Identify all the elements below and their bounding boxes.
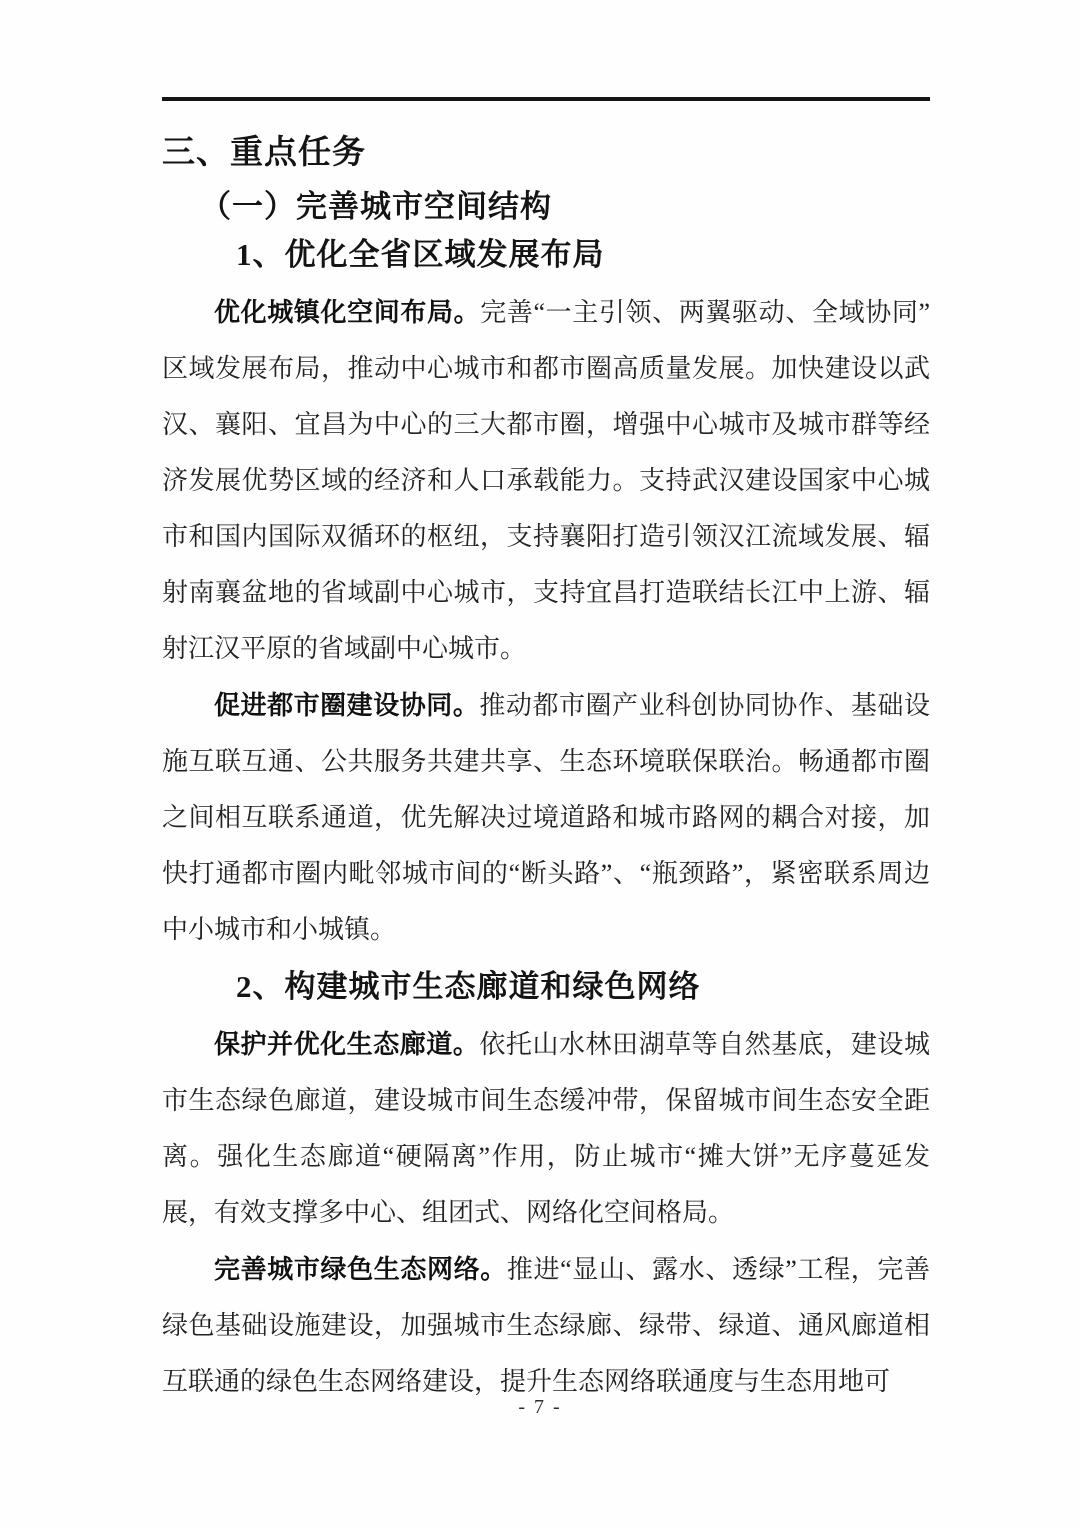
- paragraph-4-text: 推进“显山、露水、透绿”工程，完善绿色基础设施建设，加强城市生态绿廊、绿带、绿道、通风廊道相互联通的绿色生态网络建设，提升生态网络联通度与生态用地可: [162, 1255, 930, 1396]
- item-heading-1: 1、优化全省区域发展布局: [236, 237, 605, 272]
- section-heading: 三、重点任务: [162, 133, 366, 170]
- header-rule: [162, 97, 930, 101]
- paragraph-3: [162, 1016, 930, 1241]
- document-content: [162, 130, 930, 1410]
- paragraph-2-lead: 促进都市圈建设协同。: [214, 690, 480, 720]
- paragraph-4: [162, 1241, 930, 1410]
- paragraph-3-lead: 保护并优化生态廊道。: [214, 1029, 480, 1059]
- paragraph-2: [162, 677, 930, 958]
- paragraph-3-text: 依托山水林田湖草等自然基底，建设城市生态绿色廊道，建设城市间生态缓冲带，保留城市间生态安全距离。强化生态廊道“硬隔离”作用，防止城市“摊大饼”无序蔓延发展，有效支撑多中心、组团式、网络化空间格局。: [162, 1030, 930, 1227]
- paragraph-1: [162, 284, 930, 677]
- subsection-heading: （一）完善城市空间结构: [200, 189, 552, 224]
- paragraph-1-lead: 优化城镇化空间布局。: [214, 297, 481, 327]
- paragraph-4-lead: 完善城市绿色生态网络。: [214, 1254, 507, 1284]
- page-number: - 7 -: [518, 1396, 562, 1418]
- paragraph-2-text: 推动都市圈产业科创协同协作、基础设施互联互通、公共服务共建共享、生态环境联保联治。畅通都市圈之间相互联系通道，优先解决过境道路和城市路网的耦合对接，加快打通都市圈内毗邻城市间的“断头路”、“瓶颈路”，紧密联系周边中小城市和小城镇。: [162, 691, 930, 944]
- paragraph-1-text: 完善“一主引领、两翼驱动、全域协同”区域发展布局，推动中心城市和都市圈高质量发展。加快建设以武汉、襄阳、宜昌为中心的三大都市圈，增强中心城市及城市群等经济发展优势区域的经济和人口承载能力。支持武汉建设国家中心城市和国内国际双循环的枢纽，支持襄阳打造引领汉江流域发展、辐射南襄盆地的省域副中心城市，支持宜昌打造联结长江中上游、辐射江汉平原的省域副中心城市。: [162, 298, 930, 663]
- item-heading-2: 2、构建城市生态廊道和绿色网络: [236, 969, 701, 1004]
